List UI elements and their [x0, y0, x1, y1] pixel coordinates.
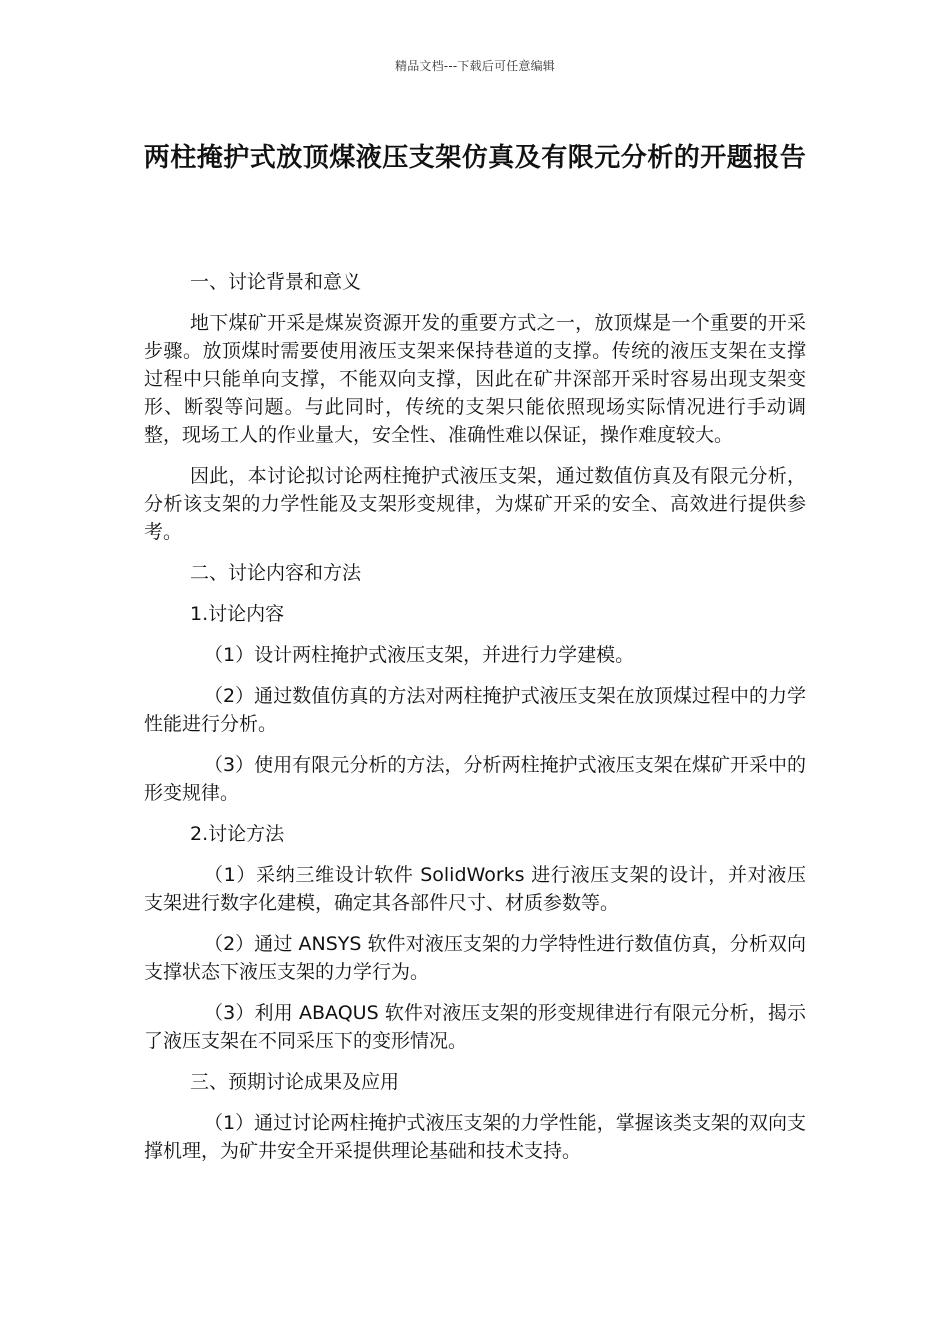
content-item-2: （2）通过数值仿真的方法对两柱掩护式液压支架在放顶煤过程中的力学性能进行分析。	[144, 685, 806, 735]
subheading-content: 1.讨论内容	[190, 603, 285, 625]
method-item-1: （1）采纳三维设计软件 SolidWorks 进行液压支架的设计，并对液压支架进行数字化建模，确定其各部件尺寸、材质参数等。	[144, 864, 806, 914]
paragraph-background: 地下煤矿开采是煤炭资源开发的重要方式之一，放顶煤是一个重要的开采步骤。放顶煤时需要使用液压支架来保持巷道的支撑。传统的液压支架在支撑过程中只能单向支撑，不能双向支撑，因此在矿井深部开采时容易出现支架变形、断裂等问题。与此同时，传统的支架只能依照现场实际情况进行手动调整，现场工人的作业量大，安全性、准确性难以保证，操作难度较大。	[144, 312, 806, 446]
subheading-methods: 2.讨论方法	[190, 823, 285, 845]
section-heading-expected-results: 三、预期讨论成果及应用	[190, 1071, 400, 1093]
method-item-3: （3）利用 ABAQUS 软件对液压支架的形变规律进行有限元分析，揭示了液压支架在不同采压下的变形情况。	[144, 1002, 806, 1052]
result-item-1: （1）通过讨论两柱掩护式液压支架的力学性能，掌握该类支架的双向支撑机理，为矿井安全开采提供理论基础和技术支持。	[144, 1112, 806, 1162]
section-heading-background: 一、讨论背景和意义	[190, 271, 362, 293]
method-item-2: （2）通过 ANSYS 软件对液压支架的力学特性进行数值仿真，分析双向支撑状态下液压支架的力学行为。	[144, 933, 806, 983]
paragraph-purpose: 因此，本讨论拟讨论两柱掩护式液压支架，通过数值仿真及有限元分析，分析该支架的力学性能及支架形变规律，为煤矿开采的安全、高效进行提供参考。	[144, 465, 806, 543]
content-item-3: （3）使用有限元分析的方法，分析两柱掩护式液压支架在煤矿开采中的形变规律。	[144, 754, 806, 804]
section-heading-content-methods: 二、讨论内容和方法	[190, 562, 362, 584]
header-note: 精品文档---下载后可任意编辑	[395, 59, 555, 73]
content-item-1: （1）设计两柱掩护式液压支架，并进行力学建模。	[204, 644, 635, 666]
document-body	[144, 268, 806, 1178]
document-title: 两柱掩护式放顶煤液压支架仿真及有限元分析的开题报告	[143, 143, 807, 173]
